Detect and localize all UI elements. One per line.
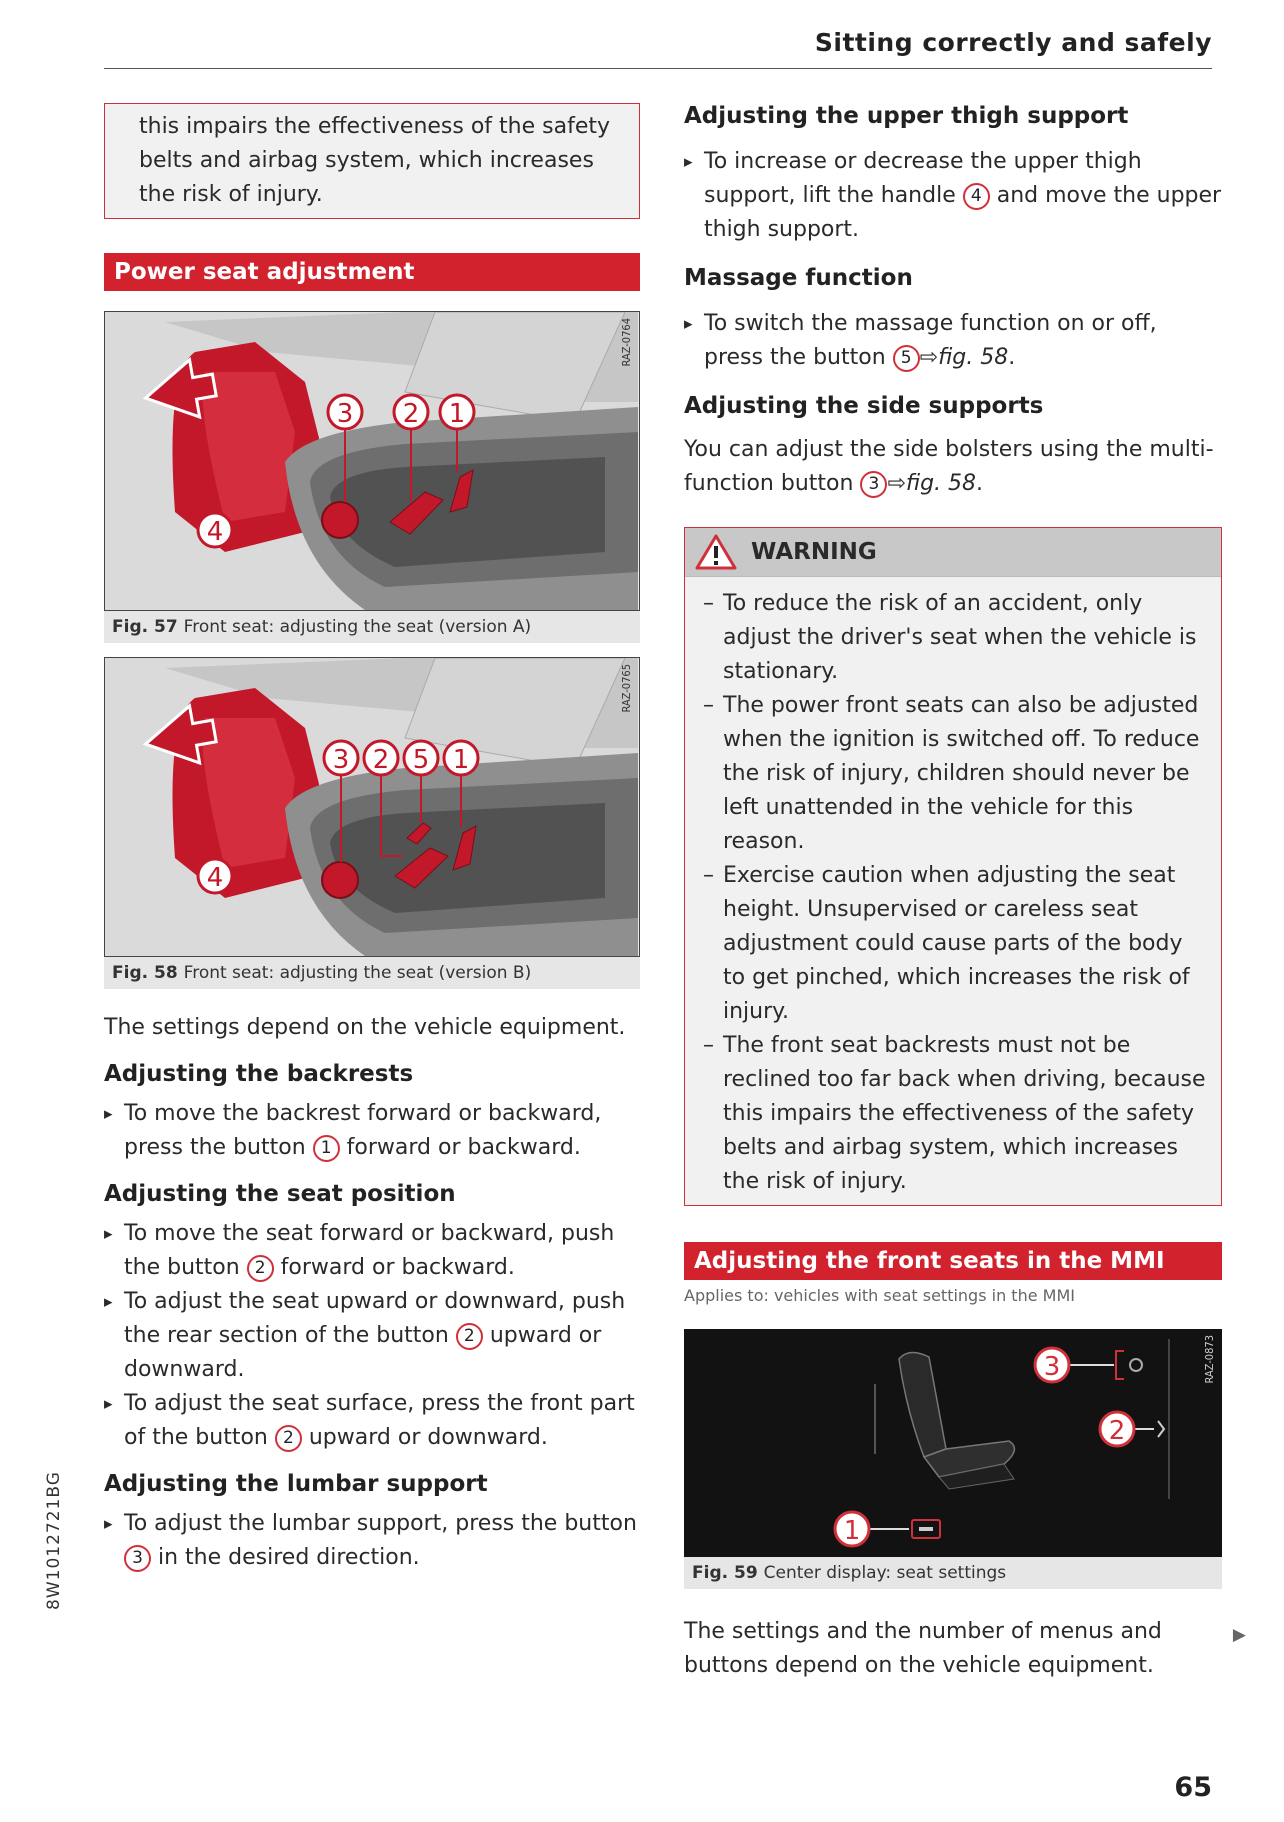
figure-code: RAZ-0765: [620, 664, 633, 713]
warning-item: – The power front seats can also be adjusted when the ignition is switched off. To reduce the risk of injury, children should never be left unattended in the vehicle for this reason.: [703, 689, 1207, 859]
section-title-text: Power seat adjustment: [114, 259, 415, 285]
list-item: ▸ To adjust the seat surface, press the front part of the button 2 upward or downward.: [104, 1387, 640, 1455]
intro-paragraph: The settings depend on the vehicle equipment.: [104, 1015, 626, 1040]
svg-text:2: 2: [1108, 1416, 1126, 1446]
figure-59-image: [684, 1329, 1222, 1557]
figure-57-caption: [104, 611, 640, 643]
svg-text:1: 1: [448, 399, 466, 429]
warning-body: [685, 577, 1221, 1205]
figure-caption-text: Front seat: adjusting the seat (version B): [183, 963, 532, 983]
svg-text:5: 5: [412, 745, 430, 775]
button-ref-circle: 1: [313, 1135, 340, 1162]
svg-text:3: 3: [1043, 1352, 1061, 1382]
page-number: 65: [1174, 1772, 1212, 1803]
figure-caption-text: Front seat: adjusting the seat (version A): [183, 617, 532, 637]
svg-text:3: 3: [336, 399, 354, 429]
list-item: ▸ To adjust the seat upward or downward, push the rear section of the button 2 upward or downward.: [104, 1285, 640, 1387]
callout-4: [198, 859, 232, 893]
list-item: ▸ To move the seat forward or backward, push the button 2 forward or backward.: [104, 1217, 640, 1285]
list-item: ▸ To adjust the lumbar support, press the button 3 in the desired direction.: [104, 1507, 640, 1575]
callout-3: [328, 395, 362, 429]
svg-text:1: 1: [843, 1516, 861, 1546]
button-ref-circle: 2: [456, 1323, 483, 1350]
warning-item: – Exercise caution when adjusting the seat height. Unsupervised or careless seat adjustment could cause parts of the body to get pinched, which increases the risk of injury.: [703, 859, 1207, 1029]
callout-3: [324, 741, 358, 775]
figure-58-image: [104, 657, 640, 957]
figure-58-caption: [104, 957, 640, 989]
callout-1: [835, 1512, 869, 1546]
figure-reference[interactable]: fig. 58: [938, 345, 1009, 370]
list-item: ▸ To switch the massage function on or off, press the button 5 ⇨fig. 58.: [684, 307, 1222, 375]
figure-58: [104, 657, 640, 989]
callout-5: [404, 741, 438, 775]
section-title-text: Adjusting the front seats in the MMI: [694, 1248, 1165, 1274]
warning-continuation-box: [104, 103, 640, 219]
button-ref-circle: 4: [963, 183, 990, 210]
warning-triangle-icon: [695, 534, 737, 570]
figure-label: Fig. 58: [112, 963, 178, 983]
right-column: [684, 103, 1222, 1683]
callout-3: [1035, 1348, 1069, 1382]
arrow-ref-icon: ⇨: [919, 345, 939, 370]
heading-thigh-support: Adjusting the upper thigh support: [684, 103, 1129, 129]
figure-59-caption: [684, 1557, 1222, 1589]
heading-backrests: Adjusting the backrests: [104, 1061, 414, 1087]
button-ref-circle: 2: [247, 1255, 274, 1282]
figure-label: Fig. 59: [692, 1563, 758, 1583]
arrow-ref-icon: ⇨: [887, 471, 906, 496]
figure-code: RAZ-0764: [620, 318, 633, 367]
center-display-illustration: [684, 1329, 1222, 1557]
seat-illustration-a: [105, 312, 638, 610]
section-title-power-seat: [104, 253, 640, 291]
svg-text:1: 1: [452, 745, 470, 775]
figure-59: [684, 1329, 1222, 1589]
mmi-paragraph: The settings and the number of menus and buttons depend on the vehicle equipment.: [684, 1619, 1162, 1678]
continuation-text: this impairs the effectiveness of the safety belts and airbag system, which increases the risk of injury.: [139, 114, 611, 207]
list-item: ▸ To increase or decrease the upper thigh support, lift the handle 4 and move the upper thigh support.: [684, 145, 1222, 247]
left-column: [104, 103, 640, 1575]
svg-text:3: 3: [332, 745, 350, 775]
svg-text:4: 4: [206, 517, 224, 547]
callout-2: [394, 395, 428, 429]
seat-illustration-b: [105, 658, 638, 956]
figure-57-image: [104, 311, 640, 611]
figure-label: Fig. 57: [112, 617, 178, 637]
callout-1: [444, 741, 478, 775]
callout-2: [364, 741, 398, 775]
running-header: Sitting correctly and safely: [814, 28, 1212, 57]
heading-massage: Massage function: [684, 265, 913, 291]
continue-arrow-icon: ▶: [1232, 1625, 1246, 1645]
applies-to-note: Applies to: vehicles with seat settings in the MMI: [684, 1286, 1075, 1305]
side-supports-paragraph: You can adjust the side bolsters using the multi-function button 3 ⇨fig. 58.: [684, 437, 1214, 496]
heading-seat-position: Adjusting the seat position: [104, 1181, 456, 1207]
warning-box: [684, 527, 1222, 1206]
heading-side-supports: Adjusting the side supports: [684, 393, 1044, 419]
svg-text:2: 2: [402, 399, 420, 429]
document-code: 8W1012721BG: [44, 1471, 64, 1610]
button-ref-circle: 3: [124, 1545, 151, 1572]
figure-caption-text: Center display: seat settings: [763, 1563, 1007, 1583]
header-rule: [104, 68, 1212, 69]
callout-4: [198, 513, 232, 547]
button-ref-circle: 3: [860, 471, 887, 498]
heading-lumbar: Adjusting the lumbar support: [104, 1471, 488, 1497]
warning-item: – To reduce the risk of an accident, only adjust the driver's seat when the vehicle is stationary.: [703, 587, 1207, 689]
button-ref-circle: 2: [275, 1425, 302, 1452]
callout-2: [1100, 1412, 1134, 1446]
figure-code: RAZ-0873: [1203, 1335, 1216, 1384]
callout-1: [440, 395, 474, 429]
button-ref-circle: 5: [893, 345, 920, 372]
warning-header: [685, 528, 1221, 577]
figure-57: [104, 311, 640, 643]
svg-text:2: 2: [372, 745, 390, 775]
warning-title: WARNING: [751, 539, 877, 565]
figure-reference[interactable]: fig. 58: [905, 471, 977, 496]
svg-text:4: 4: [206, 863, 224, 893]
list-item: ▸ To move the backrest forward or backward, press the button 1 forward or backward.: [104, 1097, 640, 1165]
section-title-mmi: [684, 1242, 1222, 1280]
warning-item: – The front seat backrests must not be reclined too far back when driving, because this impairs the effectiveness of the safety belts and airbag system, which increases the risk of injury.: [703, 1029, 1207, 1199]
